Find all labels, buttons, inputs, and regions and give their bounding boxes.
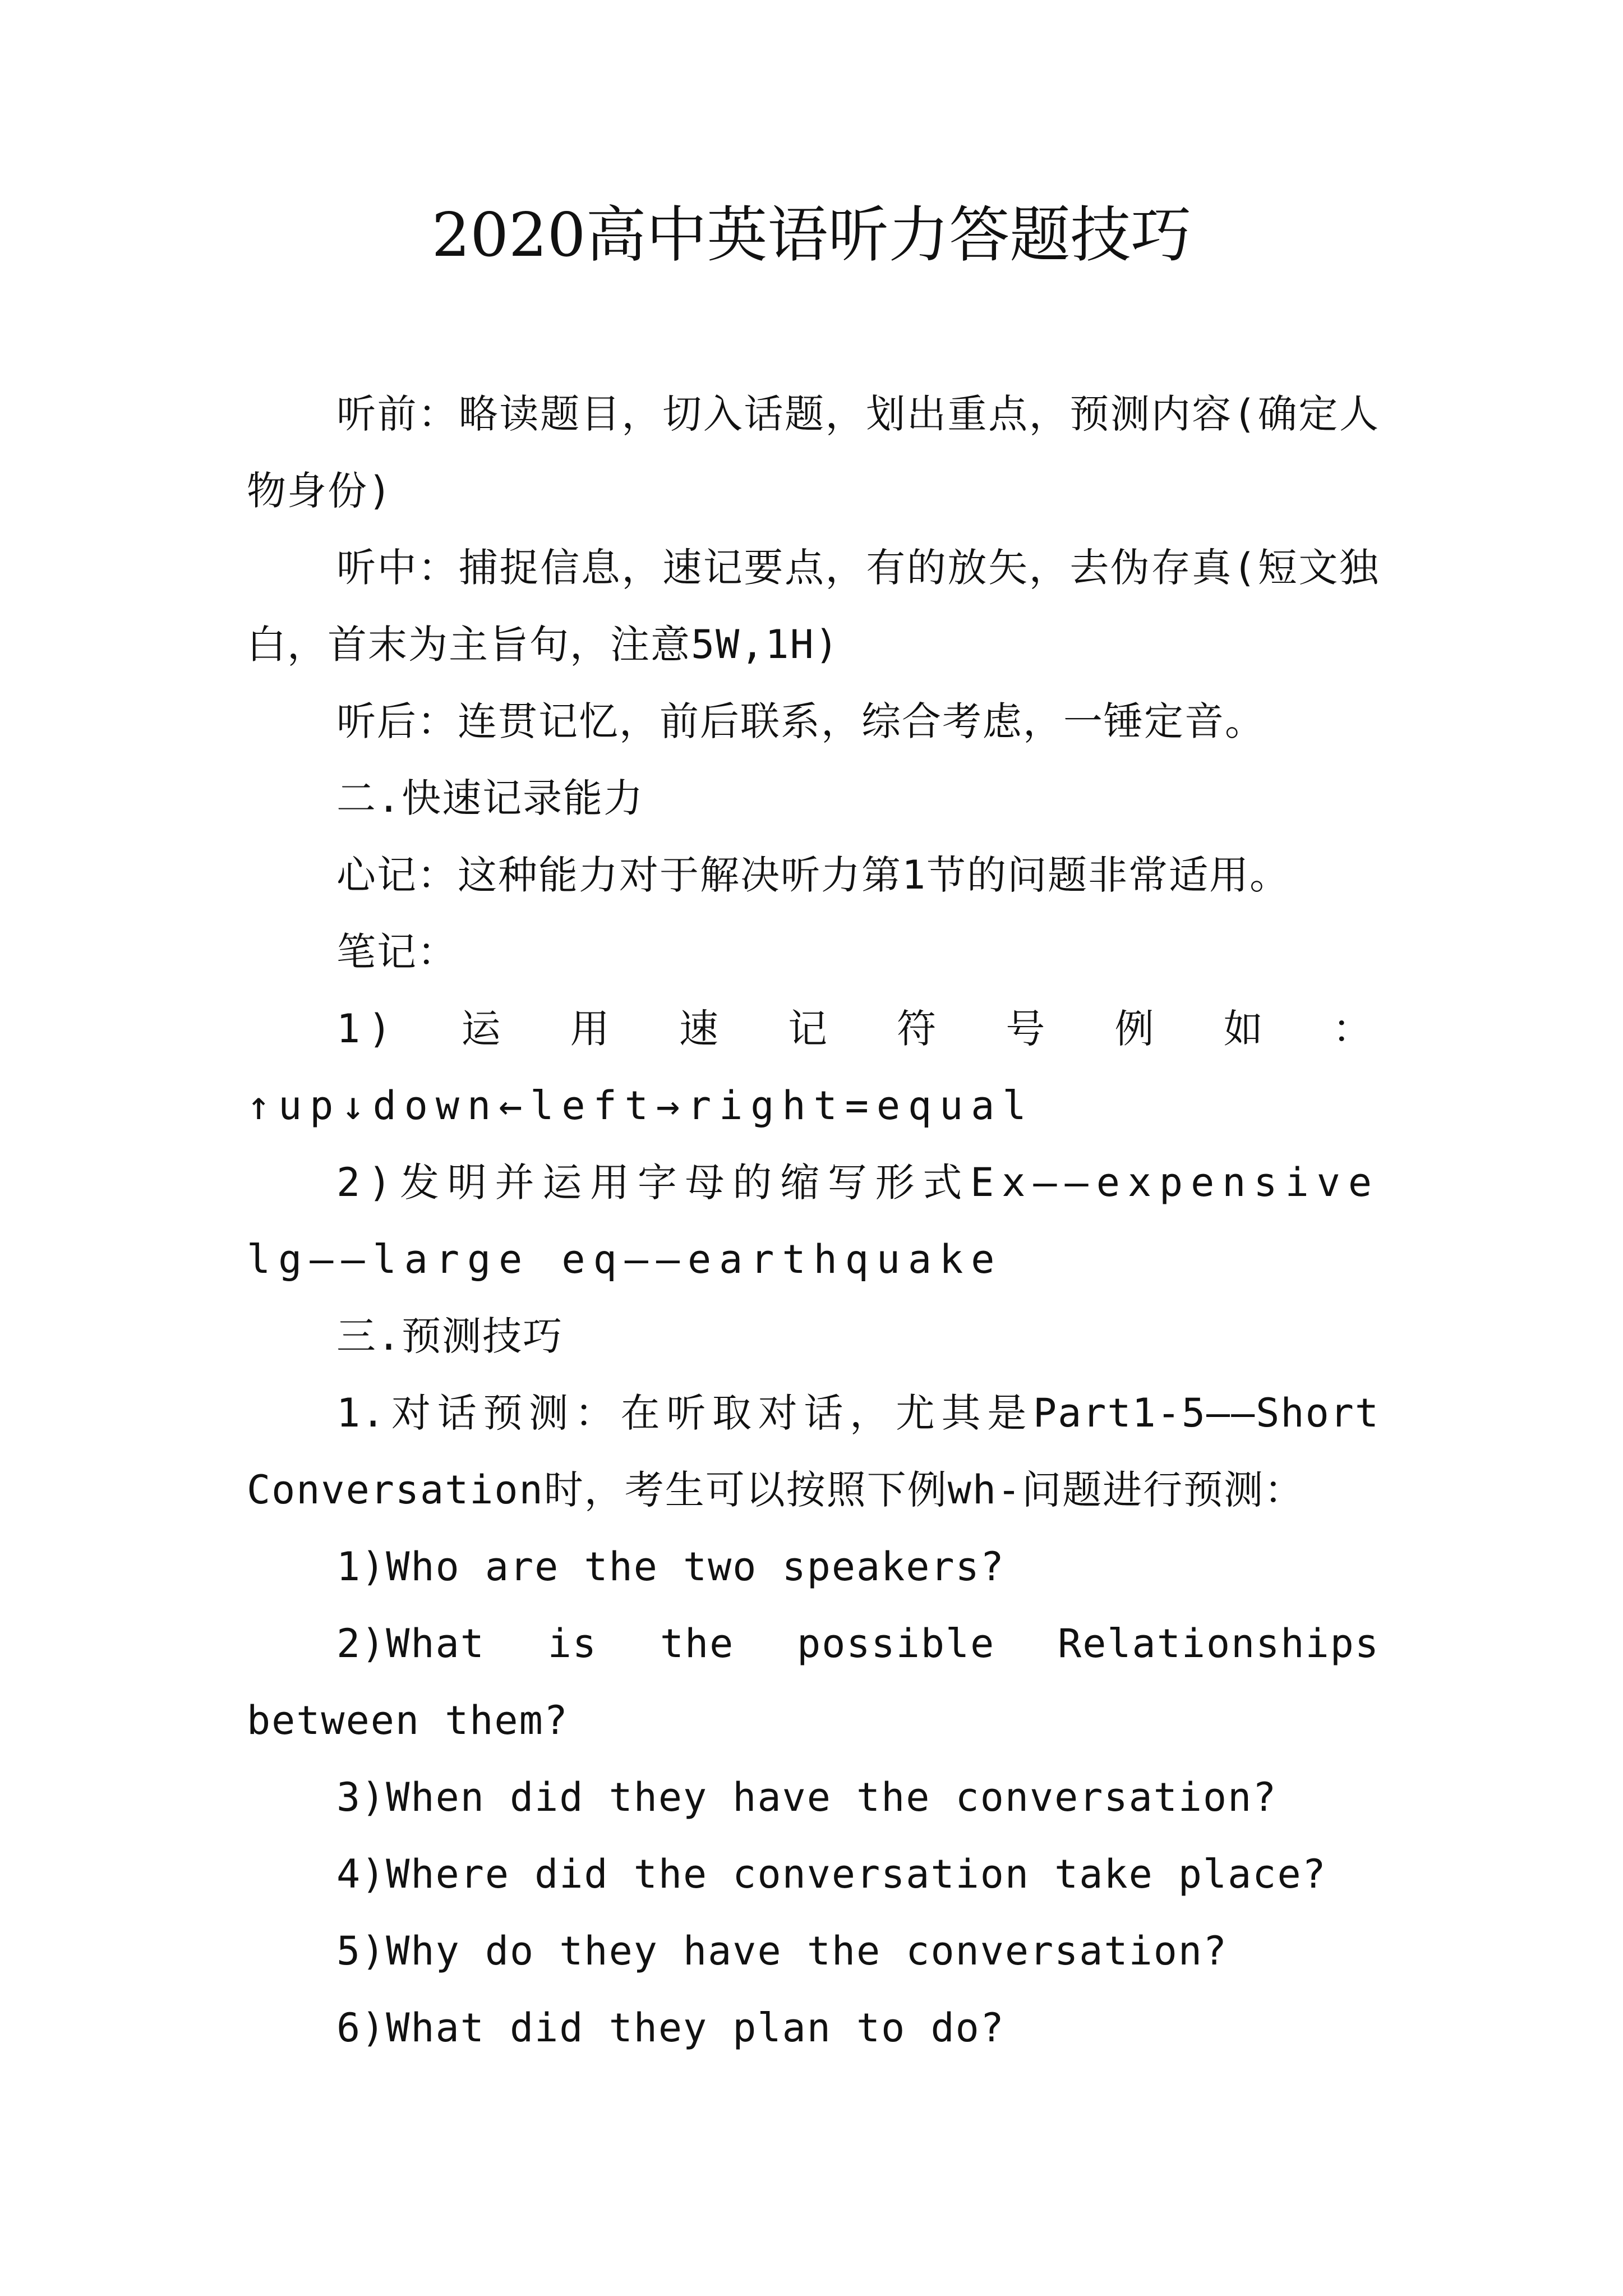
document-title: 2020高中英语听力答题技巧: [431, 200, 1192, 270]
paragraph-after-listening: 听后：连贯记忆，前后联系，综合考虑，一锤定音。: [336, 698, 1265, 744]
paragraph-mental-notes: 心记：这种能力对于解决听力第1节的问题非常适用。: [336, 852, 1290, 898]
question-item-2: 2)What is the possible Relationships between them?: [247, 1621, 1380, 1743]
paragraph-while-listening: 听中：捕捉信息，速记要点，有的放矢，去伪存真(短文独白，首末为主旨句，注意5W,1H): [247, 545, 1380, 668]
paragraph-notes-label: 笔记：: [336, 929, 458, 975]
question-item-4: 4)Where did the conversation take place?: [336, 1851, 1327, 1897]
section-heading-fast-recording: 二.快速记录能力: [336, 775, 644, 821]
section-heading-prediction: 三.预测技巧: [336, 1313, 564, 1359]
document-body: [247, 376, 1380, 2067]
paragraph-dialogue-prediction: 1.对话预测：在听取对话，尤其是Part1-5——Short Conversation时，考生可以按照下例wh-问题进行预测：: [247, 1390, 1380, 1513]
paragraph-before-listening: 听前：略读题目，切入话题，划出重点，预测内容(确定人物身份): [247, 391, 1380, 514]
paragraph-abbreviations: 2)发明并运用字母的缩写形式Ex——expensive lg——large eq——earthquake: [247, 1159, 1380, 1282]
question-item-1: 1)Who are the two speakers?: [336, 1544, 1005, 1590]
question-item-5: 5)Why do they have the conversation?: [336, 1928, 1228, 1974]
question-item-3: 3)When did they have the conversation?: [336, 1774, 1278, 1820]
paragraph-shorthand-symbols: 1)运用速记符号例如：↑up↓down←left→right=equal: [247, 1006, 1380, 1129]
question-item-6: 6)What did they plan to do?: [336, 2005, 1005, 2051]
